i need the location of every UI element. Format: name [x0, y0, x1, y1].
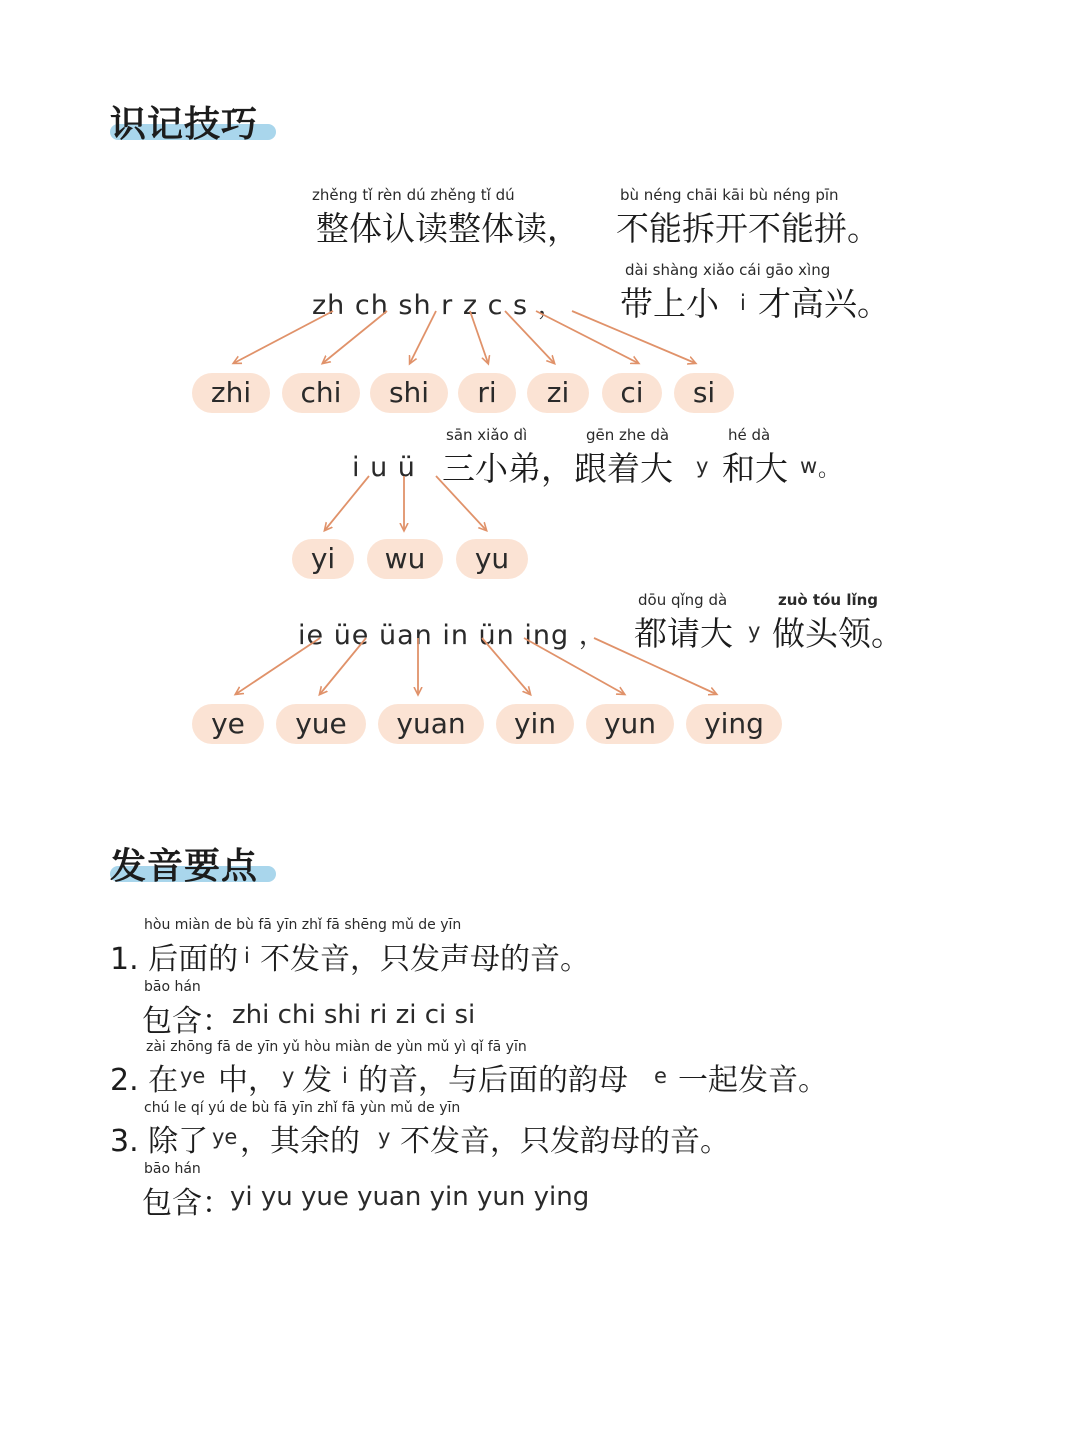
rhyme4-text-b: 做头领。	[772, 614, 904, 653]
pill-yin: yin	[496, 704, 574, 744]
arrow-ch	[323, 311, 387, 363]
rhyme2-text-a: 带上小	[620, 284, 719, 323]
rhyme3-end: 。	[818, 457, 841, 482]
arrow-ve	[320, 638, 366, 694]
rhyme2-pinyin: dài shàng xiǎo cái gāo xìng	[625, 261, 831, 279]
arrow-in	[482, 638, 530, 694]
pill-ye: ye	[192, 704, 264, 744]
point3-text-c: 不发音，只发韵母的音。	[400, 1124, 730, 1159]
pill-yuan: yuan	[378, 704, 484, 744]
rhyme1-text-a: 整体认读整体读，	[316, 209, 580, 248]
arrow-c	[536, 311, 638, 363]
pill-si: si	[674, 373, 734, 413]
pill-zhi: zhi	[192, 373, 270, 413]
arrow-r	[470, 311, 488, 363]
include1-pinyin: bāo hán	[144, 979, 201, 995]
rhyme4-finals: ie üe üan in ün ing ，	[298, 620, 607, 651]
rhyme3-pinyin-c: hé dà	[728, 426, 771, 444]
rhyme3-pinyin-b: gēn zhe dà	[586, 426, 670, 444]
point2-text-a: 2. 在	[110, 1063, 179, 1098]
arrow-ing	[594, 638, 716, 694]
pill-ci: ci	[602, 373, 662, 413]
arrow-sh	[410, 311, 436, 363]
rhyme3-letter-y: y	[696, 454, 709, 478]
pill-shi: shi	[370, 373, 448, 413]
pill-chi: chi	[282, 373, 360, 413]
pill-zi: zi	[527, 373, 589, 413]
point2-text-e: 一起发音。	[678, 1063, 828, 1098]
rhyme4-pinyin-a: dōu qǐng dà	[638, 591, 728, 609]
pill-ying: ying	[686, 704, 782, 744]
arrow-ie	[236, 638, 320, 694]
point3-ye: ye	[212, 1125, 238, 1149]
point2-y: y	[282, 1064, 295, 1088]
rhyme4-pinyin-b: zuò tóu lǐng	[778, 591, 879, 609]
point2-text-c: 发	[302, 1063, 332, 1098]
rhyme3-text-b: 和大	[722, 449, 788, 488]
arrow-s	[572, 311, 695, 363]
point1-letter-i: i	[244, 944, 250, 968]
point1-text-a: 1. 后面的	[110, 942, 239, 977]
rhyme2-letter-i: i	[740, 291, 746, 315]
include2-pinyin: bāo hán	[144, 1161, 201, 1177]
include1-items: zhi chi shi ri zi ci si	[232, 1000, 476, 1030]
point2-pinyin: zài zhōng fā de yīn yǔ hòu miàn de yùn mǔ yì qǐ fā yīn	[146, 1039, 527, 1055]
include1-label: 包含：	[142, 1004, 232, 1039]
rhyme3-text-a: 三小弟，跟着大	[442, 449, 673, 488]
section-title-memory-tips: 识记技巧	[110, 104, 259, 145]
pill-yun: yun	[586, 704, 674, 744]
point3-pinyin: chú le qí yú de bù fā yīn zhǐ fā yùn mǔ de yīn	[144, 1100, 461, 1116]
arrow-z	[505, 311, 554, 363]
point2-i: i	[342, 1064, 348, 1088]
point1-text-b: 不发音，只发声母的音。	[260, 942, 590, 977]
point2-text-b: 中，	[218, 1063, 278, 1098]
pill-yue: yue	[276, 704, 366, 744]
rhyme3-vowels: i u ü	[352, 452, 416, 483]
rhyme1-pinyin-b: bù néng chāi kāi bù néng pīn	[620, 186, 839, 204]
arrow-zh	[234, 311, 333, 363]
pill-yu: yu	[456, 539, 528, 579]
pill-wu: wu	[367, 539, 443, 579]
arrow-v	[436, 476, 486, 530]
point2-e: e	[654, 1064, 667, 1088]
rhyme3-pinyin-a: sān xiǎo dì	[446, 426, 528, 444]
arrow-i	[325, 476, 369, 530]
pill-yi: yi	[292, 539, 354, 579]
point3-text-a: 3. 除了	[110, 1124, 209, 1159]
point2-ye: ye	[180, 1064, 206, 1088]
point1-pinyin: hòu miàn de bù fā yīn zhǐ fā shēng mǔ de yīn	[144, 917, 462, 933]
include2-items: yi yu yue yuan yin yun ying	[230, 1182, 590, 1212]
point3-y: y	[378, 1125, 391, 1149]
rhyme1-pinyin-a: zhěng tǐ rèn dú zhěng tǐ dú	[312, 186, 515, 204]
point2-text-d: 的音，与后面的韵母	[358, 1063, 628, 1098]
arrow-vn	[524, 638, 624, 694]
rhyme4-letter-y: y	[748, 619, 761, 643]
point3-text-b: ，其余的	[240, 1124, 360, 1159]
rhyme3-letter-w: w	[800, 454, 818, 478]
rhyme2-text-b: 才高兴。	[758, 284, 890, 323]
rhyme4-text-a: 都请大	[634, 614, 733, 653]
section-title-pronunciation: 发音要点	[110, 846, 259, 887]
rhyme1-text-b: 不能拆开不能拼。	[616, 209, 880, 248]
include2-label: 包含：	[142, 1186, 232, 1221]
rhyme2-initials: zh ch sh r z c s ，	[312, 290, 566, 321]
pill-ri: ri	[458, 373, 516, 413]
